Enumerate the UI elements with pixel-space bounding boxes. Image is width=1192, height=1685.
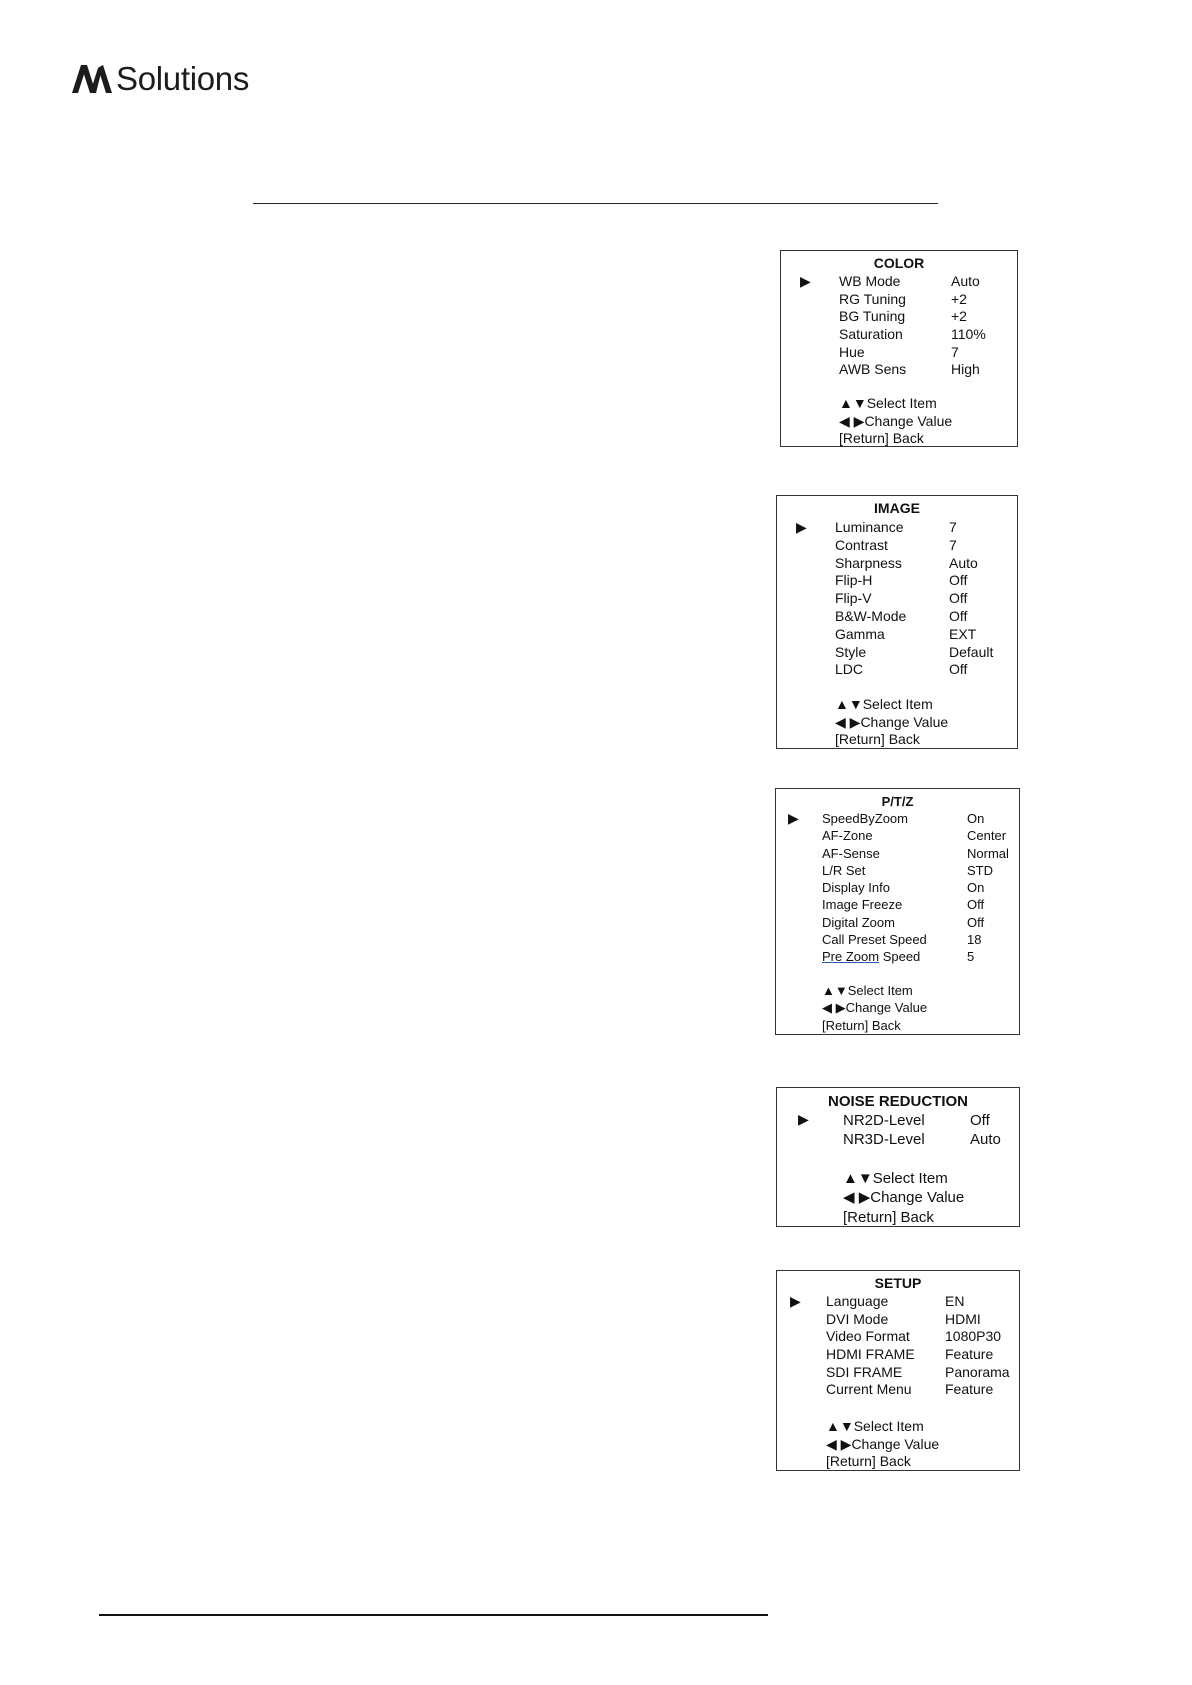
menu-row-rg-tuning: RG Tuning +2 <box>839 290 967 307</box>
left-right-arrows-icon: ◀ ▶ <box>822 1000 846 1016</box>
osd-menu-ptz <box>775 788 1020 1035</box>
menu-title: COLOR <box>873 255 925 271</box>
menu-row-current-menu: Current Menu Feature <box>826 1381 994 1398</box>
menu-row-image-freeze: Image Freeze Off <box>822 897 985 913</box>
osd-menu-color <box>780 250 1018 447</box>
menu-row-gamma: Gamma EXT <box>835 625 977 642</box>
menu-row-display-info: Display Info On <box>822 880 985 896</box>
menu-row-luminance: Luminance 7 <box>835 519 957 535</box>
menu-help <box>843 1169 964 1227</box>
osd-menu-setup <box>776 1270 1020 1471</box>
menu-row-saturation: Saturation 110% <box>839 326 986 343</box>
menu-help <box>835 696 948 749</box>
help-select: ▲▼Select Item <box>822 983 913 998</box>
footer-divider <box>99 1614 768 1616</box>
osd-menu-noise-reduction <box>776 1087 1020 1227</box>
menu-help <box>826 1418 939 1471</box>
up-down-arrows-icon: ▲▼ <box>826 1418 854 1434</box>
header-divider <box>253 203 938 204</box>
help-back: [Return] Back <box>839 430 924 447</box>
brand-mark-icon <box>72 65 112 93</box>
cursor-arrow-icon: ▶ <box>788 810 799 826</box>
left-right-arrows-icon: ◀ ▶ <box>839 412 865 429</box>
menu-row-hdmi-frame: HDMI FRAME Feature <box>826 1346 994 1363</box>
menu-row-sdi-frame: SDI FRAME Panorama <box>826 1363 1010 1380</box>
menu-items <box>826 1293 1010 1399</box>
help-change: ◀ ▶Change Value <box>843 1189 965 1207</box>
menu-items <box>843 1111 1001 1150</box>
menu-row-call-preset-speed: Call Preset Speed 18 <box>822 932 982 948</box>
up-down-arrows-icon: ▲▼ <box>843 1170 873 1187</box>
up-down-arrows-icon: ▲▼ <box>839 395 867 411</box>
menu-row-style: Style Default <box>835 643 994 660</box>
menu-row-pre-zoom-speed: Pre Zoom Speed 5 <box>822 949 975 965</box>
cursor-arrow-icon: ▶ <box>790 1293 801 1309</box>
menu-row-flip-h: Flip-H Off <box>835 572 968 589</box>
menu-row-ldc: LDC Off <box>835 661 968 678</box>
help-back: [Return] Back <box>826 1453 911 1470</box>
cursor-arrow-icon: ▶ <box>798 1111 809 1127</box>
cursor-arrow-icon: ▶ <box>800 273 811 289</box>
menu-row-hue: Hue 7 <box>839 343 959 360</box>
up-down-arrows-icon: ▲▼ <box>835 696 863 712</box>
left-right-arrows-icon: ◀ ▶ <box>835 713 861 730</box>
menu-help <box>822 982 927 1034</box>
help-select: ▲▼Select Item <box>843 1170 948 1187</box>
brand-name: Solutions <box>116 60 250 97</box>
menu-row-nr2d-level: NR2D-Level Off <box>843 1112 990 1129</box>
left-right-arrows-icon: ◀ ▶ <box>826 1435 852 1452</box>
menu-row-awb-sens: AWB Sens High <box>839 361 980 378</box>
menu-row-nr3d-level: NR3D-Level Auto <box>843 1131 1001 1149</box>
menu-row-sharpness: Sharpness Auto <box>835 554 978 571</box>
help-select: ▲▼Select Item <box>835 696 933 712</box>
help-select: ▲▼Select Item <box>839 395 937 411</box>
brand-logo <box>72 60 249 98</box>
menu-title: IMAGE <box>874 500 920 516</box>
help-change: ◀ ▶Change Value <box>839 412 953 429</box>
up-down-arrows-icon: ▲▼ <box>822 983 848 998</box>
help-change: ◀ ▶Change Value <box>835 713 949 730</box>
help-back: [Return] Back <box>822 1017 901 1033</box>
menu-row-wb-mode: WB Mode Auto <box>839 273 980 289</box>
menu-row-contrast: Contrast 7 <box>835 536 957 553</box>
menu-row-bw-mode: B&W-Mode Off <box>835 607 968 624</box>
menu-row-flip-v: Flip-V Off <box>835 590 968 607</box>
menu-row-af-zone: AF-Zone Center <box>822 828 1007 844</box>
menu-row-digital-zoom: Digital Zoom Off <box>822 914 985 930</box>
menu-row-dvi-mode: DVI Mode HDMI <box>826 1310 981 1327</box>
menu-row-lr-set: L/R Set STD <box>822 862 993 878</box>
osd-menu-image <box>776 495 1018 749</box>
menu-row-af-sense: AF-Sense Normal <box>822 845 1009 861</box>
help-select: ▲▼Select Item <box>826 1418 924 1434</box>
menu-row-video-format: Video Format 1080P30 <box>826 1328 1002 1345</box>
help-change: ◀ ▶Change Value <box>826 1435 940 1452</box>
menu-title: NOISE REDUCTION <box>827 1093 968 1110</box>
help-change: ◀ ▶Change Value <box>822 1000 928 1016</box>
left-right-arrows-icon: ◀ ▶ <box>843 1189 871 1207</box>
menu-title: SETUP <box>874 1275 922 1291</box>
menu-row-language: Language EN <box>826 1293 965 1309</box>
menu-help <box>839 395 952 448</box>
menu-items <box>835 519 993 679</box>
menu-items <box>822 810 1009 966</box>
help-back: [Return] Back <box>835 731 920 748</box>
menu-row-bg-tuning: BG Tuning +2 <box>839 308 967 325</box>
cursor-arrow-icon: ▶ <box>796 519 807 535</box>
menu-row-speedbyzoom: SpeedByZoom On <box>822 811 985 826</box>
menu-title: P/T/Z <box>881 794 914 809</box>
menu-items <box>839 273 986 379</box>
help-back: [Return] Back <box>843 1208 934 1226</box>
